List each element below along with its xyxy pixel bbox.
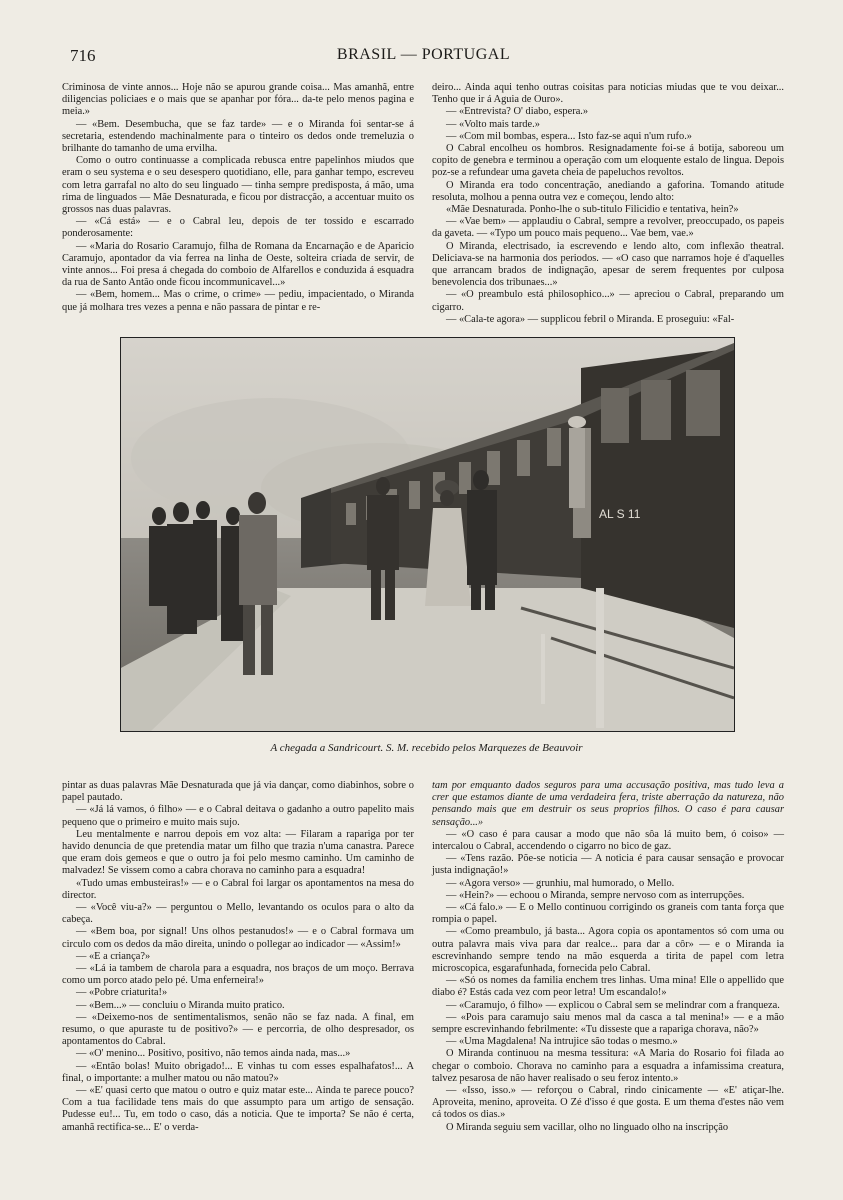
photo-caption: A chegada a Sandricourt. S. M. recebido pelos Marquezes de Beauvoir <box>270 742 583 754</box>
paragraph: — «Cá falo.» — E o Mello continuou corrigindo os graneis com tanta força que rompia o papel. <box>432 902 784 926</box>
paragraph: — «Cá está» — e o Cabral leu, depois de ter tossido e escarrado ponderosamente: <box>62 216 414 240</box>
paragraph: — «Uma Magdalena! Na intrujice são todas o mesmo.» <box>446 1036 678 1048</box>
paragraph: O Miranda, electrisado, ia escrevendo e lendo alto, com inflexão theatral. Deliciava-se na harmonia dos periodos. — «O caso que narramos hoje é d'aquelles que arrancam brados de indignação, apesar de serem frequentes por culposa benevolencia dos tribunaes...» <box>432 240 784 289</box>
paragraph: — «Isso, isso.» — reforçou o Cabral, rindo cinicamente — «E' atiçar-lhe. Aproveita, menino, aproveita. O Zé d'isso é que gosta. E um thema d'estes não vem cá todos os dias.» <box>432 1085 784 1121</box>
paragraph: — «Pois para caramujo saiu menos mal da casca a tal menina!» — e a mão sempre escrevinhando febrilmente: «Tu disseste que a rapariga chorava, não?» <box>432 1011 784 1036</box>
paragraph: — «E a criança?» <box>76 950 151 962</box>
carriage-marking: AL S 11 <box>599 507 641 521</box>
paragraph: pintar as duas palavras Mãe Desnaturada que já via dançar, como diabinhos, sobre o papel pautado. <box>62 780 414 804</box>
text-column-bottom-left <box>62 780 414 1134</box>
paragraph: tam por emquanto dados seguros para uma accusação positiva, mas tudo leva a crer que estamos diante de uma verdadeira fera, triste aberração da natureza, não pensando mais que em destruir os seus proprios filhos. O caso é para causar sensação...» <box>432 780 784 828</box>
paragraph: «Mãe Desnaturada. Ponho-lhe o sub-titulo Filicidio e tentativa, hein?» <box>446 204 739 216</box>
paragraph: deiro... Ainda aqui tenho outras coisitas para noticias miudas que te vou deixar... Tenho que ir á Aguia de Ouro». <box>432 82 784 106</box>
paragraph: — «Então bolas! Muito obrigado!... E vinhas tu com esses espalhafatos!... A final, o importante: a mulher matou ou não matou?» <box>62 1060 414 1084</box>
page-number: 716 <box>70 46 96 65</box>
running-title: BRASIL — PORTUGAL <box>336 46 511 63</box>
paragraph: — «Tens razão. Põe-se noticia — A noticia é para causar sensação e provocar justa indignação!» <box>432 853 784 877</box>
paragraph: — «E' quasi certo que matou o outro e quiz matar este... Ainda te parece pouco? Com a tua facilidade tens mais do que assumpto para um artigo de sensação. Pudesse eu!... Tu, em todo o caso, dás a noticia. Que te importa? Se não é certa, amanhã rectifica-se... E' o verda- <box>62 1085 414 1133</box>
train-arrival-photo <box>120 337 735 732</box>
paragraph: — «Maria do Rosario Caramujo, filha de Romana da Encarnação e de Aparicio Caramujo, apontador da via ferrea na linha de Oeste, solteira criada de servir, de vinte annos... Foi presa á chegada do comboio de Alfarellos e conduzida á esquadra da rua de Santo Antão onde ficou incommunicavel...» <box>62 240 414 289</box>
text-column-top-left <box>62 82 414 314</box>
paragraph: — «Pobre criaturita!» <box>76 987 168 999</box>
paragraph: — «Hein?» — echoou o Miranda, sempre nervoso com as interrupções. <box>446 889 745 901</box>
text-column-top-right <box>432 82 784 326</box>
paragraph: — «Bem boa, por signal! Uns olhos pestanudos!» — e o Cabral formava um circulo com os dedos da mão direita, unindo o pollegar ao indicador — «Assim!» <box>62 926 414 950</box>
paragraph: — «Bem, homem... Mas o crime, o crime» — pediu, impacientado, o Miranda que já molhara tres vezes a penna e não passara de pintar e re- <box>62 289 414 313</box>
paragraph: — «Deixemo-nos de sentimentalismos, senão não se faz nada. A final, em resumo, o que apuraste tu de positivo?» — e percorria, de olho despresador, os apontamentos do Cabral. <box>62 1011 414 1048</box>
paragraph: — «O' menino... Positivo, positivo, não temos ainda nada, mas...» <box>76 1048 351 1060</box>
paragraph: — «O caso é para causar a modo que não sôa lá muito bem, ó coiso» — intercalou o Cabral, accendendo o cigarro no bico de gaz. <box>432 828 784 853</box>
paragraph: — «Vae bem» — applaudiu o Cabral, sempre a revolver, preoccupado, os papeis da gaveta. — «Typo um pouco mais pequeno... Vae bem, vae.» <box>432 216 784 240</box>
paragraph: — «Cala-te agora» — supplicou febril o Miranda. E proseguiu: «Fal- <box>446 313 735 325</box>
paragraph: «Tudo umas embusteiras!» — e o Cabral foi largar os apontamentos na mesa do director. <box>62 877 414 901</box>
paragraph: Leu mentalmente e narrou depois em voz alta: — Filaram a rapariga por ter havido denuncia de que pretendia matar um filho que trazia n'uma canastra. Parece que eram dois gemeos e que o outro ja foi pelo mesmo caminho. Um caminho de malvadez! Se vissem como a cabra chorava no caminho para a esquadra! <box>62 828 414 877</box>
paragraph: — «Você viu-a?» — perguntou o Mello, levantando os oculos para o alto da cabeça. <box>62 902 414 926</box>
paragraph: — «Agora verso» — grunhiu, mal humorado, o Mello. <box>446 877 675 889</box>
paragraph: — «Com mil bombas, espera... Isto faz-se aqui n'um rufo.» <box>446 130 693 142</box>
paragraph: — «Bem. Desembucha, que se faz tarde» — e o Miranda foi sentar-se á secretaria, estendendo machinalmente para o tinteiro os dedos onde tremeluzia o brilhante do tamanho de uma ervilha. <box>62 118 414 155</box>
paragraph: — «Bem...» — concluiu o Miranda muito pratico. <box>76 999 285 1011</box>
paragraph: — «O preambulo está philosophico...» — apreciou o Cabral, preparando um cigarro. <box>432 289 784 313</box>
text-column-bottom-right <box>432 780 784 1134</box>
paragraph: — «Caramujo, ó filho» — explicou o Cabral sem se melindrar com a franqueza. <box>446 999 780 1011</box>
paragraph: O Miranda seguiu sem vacillar, olho no linguado olho na inscripção <box>446 1121 729 1133</box>
paragraph: — «Entrevista? O' diabo, espera.» <box>446 106 589 118</box>
paragraph: O Miranda continuou na mesma tessitura: «A Maria do Rosario foi filada ao chegar o comboio. Chorava no caminho para a esquadra a infamissima creatura, talvez pesarosa de não haver realisado o seu feroz intento.» <box>432 1048 784 1084</box>
page-header <box>60 44 787 68</box>
paragraph: — «Como preambulo, já basta... Agora copia os apontamentos só com uma ou outra palavra mais viva para dar realce... para dar a côr» — e o Miranda ia escrevinhando sempre tendo na mão esquerda a tirita de papel com letra microscopica, esgarafunhada, fornecida pelo Cabral. <box>432 926 784 975</box>
paragraph: — «Volto mais tarde.» <box>446 118 540 130</box>
paragraph: — «Lá ia tambem de charola para a esquadra, nos braços de um moço. Berrava como um porco atado pelo pé. Uma enferneira!» <box>62 963 414 987</box>
paragraph: Como o outro continuasse a complicada rebusca entre papelinhos miudos que eram o seu systema e o seu desespero quotidiano, elle, para ganhar tempo, escreveu com letra garrafal no alto do seu linguado — tinha sempre predisposta, á mão, uma rima de linguados — Mãe Desnaturada, e ficou por distracção, a accentuar muito os grossos nas duas palavras. <box>62 155 414 216</box>
paragraph: Criminosa de vinte annos... Hoje não se apurou grande coisa... Mas amanhã, entre diligencias policiaes e o mais que se apanhar por fóra... da-te pelo menos pagina e meia.» <box>62 82 414 118</box>
paragraph: — «Só os nomes da familia enchem tres linhas. Uma mina! Elle o appellido que diabo é? Estás cada vez com peor letra! Um escandalo!» <box>432 975 784 999</box>
paragraph: — «Já lá vamos, ó filho» — e o Cabral deitava o gadanho a outro papelito mais pequeno que o primeiro e muito mais sujo. <box>62 804 414 828</box>
paragraph: O Miranda era todo concentração, anediando a gaforina. Tomando atitude resoluta, molhou a penna outra vez e começou, lendo alto: <box>432 179 784 203</box>
paragraph: O Cabral encolheu os hombros. Resignadamente foi-se á botija, saboreou um copito de genebra e terminou a operação com um eloquente estalo de lingua. Depois poz-se a refundear uma gaveta cheia de papeluchos revoltos. <box>432 143 784 179</box>
